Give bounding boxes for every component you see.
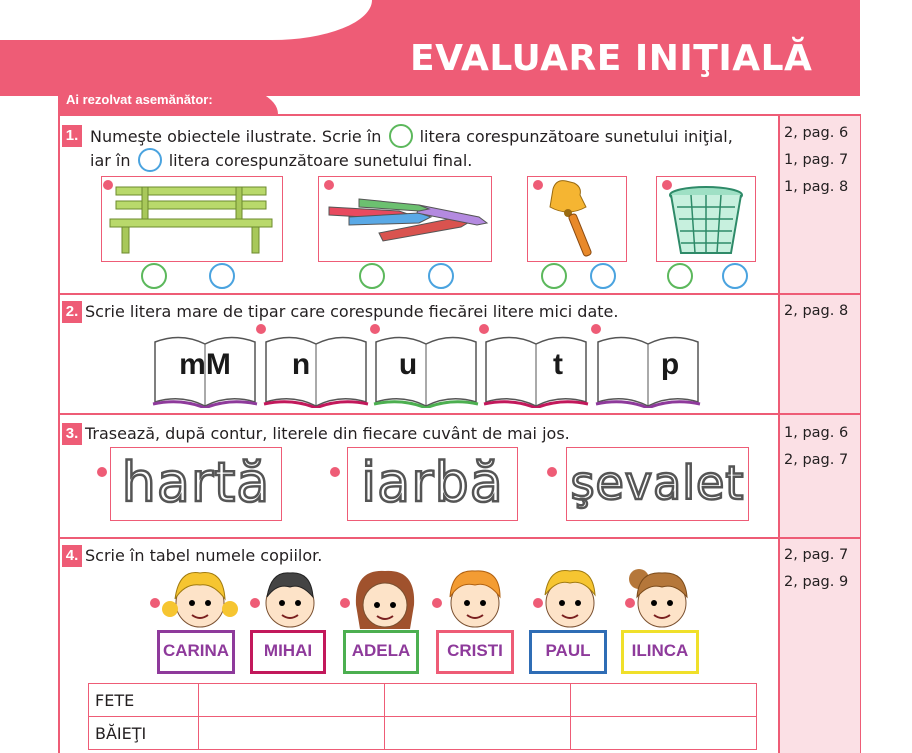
trace-word: hartă [121, 451, 271, 514]
answer-circle-final[interactable] [209, 263, 235, 289]
open-book [594, 332, 702, 408]
header-cutout [0, 0, 262, 40]
question-number: 4. [62, 545, 82, 567]
question-number: 3. [62, 423, 82, 445]
bullet-dot [324, 180, 334, 190]
page-references [784, 120, 848, 201]
answer-circle-final[interactable] [428, 263, 454, 289]
table-cell[interactable] [571, 717, 757, 750]
trace-word: şevalet [570, 456, 745, 510]
book-letter: mM [179, 348, 231, 381]
table-cell[interactable] [199, 684, 385, 717]
blue-circle-icon [138, 148, 162, 172]
trace-box[interactable] [566, 447, 749, 521]
name-sign: ILINCA [621, 630, 699, 674]
trace-box[interactable] [347, 447, 518, 521]
page-title: EVALUARE INIŢIALĂ [410, 38, 813, 79]
book-letter: n [291, 348, 311, 381]
trace-word: iarbă [361, 451, 504, 514]
name-sign: CARINA [157, 630, 235, 674]
bullet-dot [533, 180, 543, 190]
table-cell[interactable] [199, 717, 385, 750]
answer-circle-initial[interactable] [141, 263, 167, 289]
divider [58, 293, 861, 295]
open-book [482, 332, 590, 408]
picture-box [656, 176, 756, 262]
page-ref: 2, pag. 9 [784, 574, 849, 590]
table-cell[interactable] [385, 717, 571, 750]
pencils-image [319, 177, 491, 261]
bullet-dot [330, 467, 340, 477]
answer-circle-initial[interactable] [667, 263, 693, 289]
page-ref: 2, pag. 8 [784, 303, 849, 319]
page-ref: 2, pag. 7 [784, 547, 849, 563]
book-letter: u [398, 348, 418, 381]
open-book [372, 332, 480, 408]
page-ref: 1, pag. 8 [784, 179, 849, 195]
question-text: Scrie în tabel numele copiilor. [85, 546, 323, 565]
question-text-part: litera corespunzătoare sunetului iniţial, [419, 127, 733, 146]
page-references [784, 298, 848, 325]
names-table [88, 683, 757, 750]
picture-box [101, 176, 283, 262]
page-ref: 1, pag. 6 [784, 425, 849, 441]
question-text-part: litera corespunzătoare sunetului final. [168, 151, 473, 170]
bell-image [528, 177, 626, 261]
bullet-dot [97, 467, 107, 477]
bullet-dot [662, 180, 672, 190]
question-number: 1. [62, 125, 82, 147]
table-row-label: BĂIEŢI [89, 717, 199, 750]
table-cell[interactable] [571, 684, 757, 717]
page-references [784, 420, 848, 474]
question-text: Trasează, după contur, literele din fiecare cuvânt de mai jos. [85, 424, 570, 443]
answer-circle-final[interactable] [590, 263, 616, 289]
page-ref: 2, pag. 7 [784, 452, 849, 468]
picture-box [527, 176, 627, 262]
book-letter: t [553, 348, 563, 381]
page-ref: 2, pag. 6 [784, 125, 849, 141]
answer-circle-final[interactable] [722, 263, 748, 289]
name-sign: ADELA [343, 630, 419, 674]
basket-image [657, 177, 755, 261]
question-text: Scrie litera mare de tipar care corespunde fiecărei litere mici date. [85, 302, 619, 321]
bullet-dot [103, 180, 113, 190]
name-sign: MIHAI [250, 630, 326, 674]
divider [58, 413, 861, 415]
green-circle-icon [389, 124, 413, 148]
picture-box [318, 176, 492, 262]
name-sign: CRISTI [436, 630, 514, 674]
table-row-label: FETE [89, 684, 199, 717]
name-sign: PAUL [529, 630, 607, 674]
answer-circle-initial[interactable] [541, 263, 567, 289]
bullet-dot [547, 467, 557, 477]
question-text-part: Numeşte obiectele ilustrate. Scrie în [90, 127, 382, 146]
table-cell[interactable] [385, 684, 571, 717]
book-letter: p [660, 348, 680, 381]
table-row [89, 684, 757, 717]
question-number: 2. [62, 301, 82, 323]
answer-circle-initial[interactable] [359, 263, 385, 289]
question-text [90, 124, 770, 172]
trace-box[interactable] [110, 447, 282, 521]
table-row [89, 717, 757, 750]
page-ref: 1, pag. 7 [784, 152, 849, 168]
bench-image [102, 177, 282, 261]
section-tab-label: Ai rezolvat asemănător: [66, 92, 213, 107]
question-text-part: iar în [90, 151, 131, 170]
page-references [784, 542, 848, 596]
divider [58, 537, 861, 539]
